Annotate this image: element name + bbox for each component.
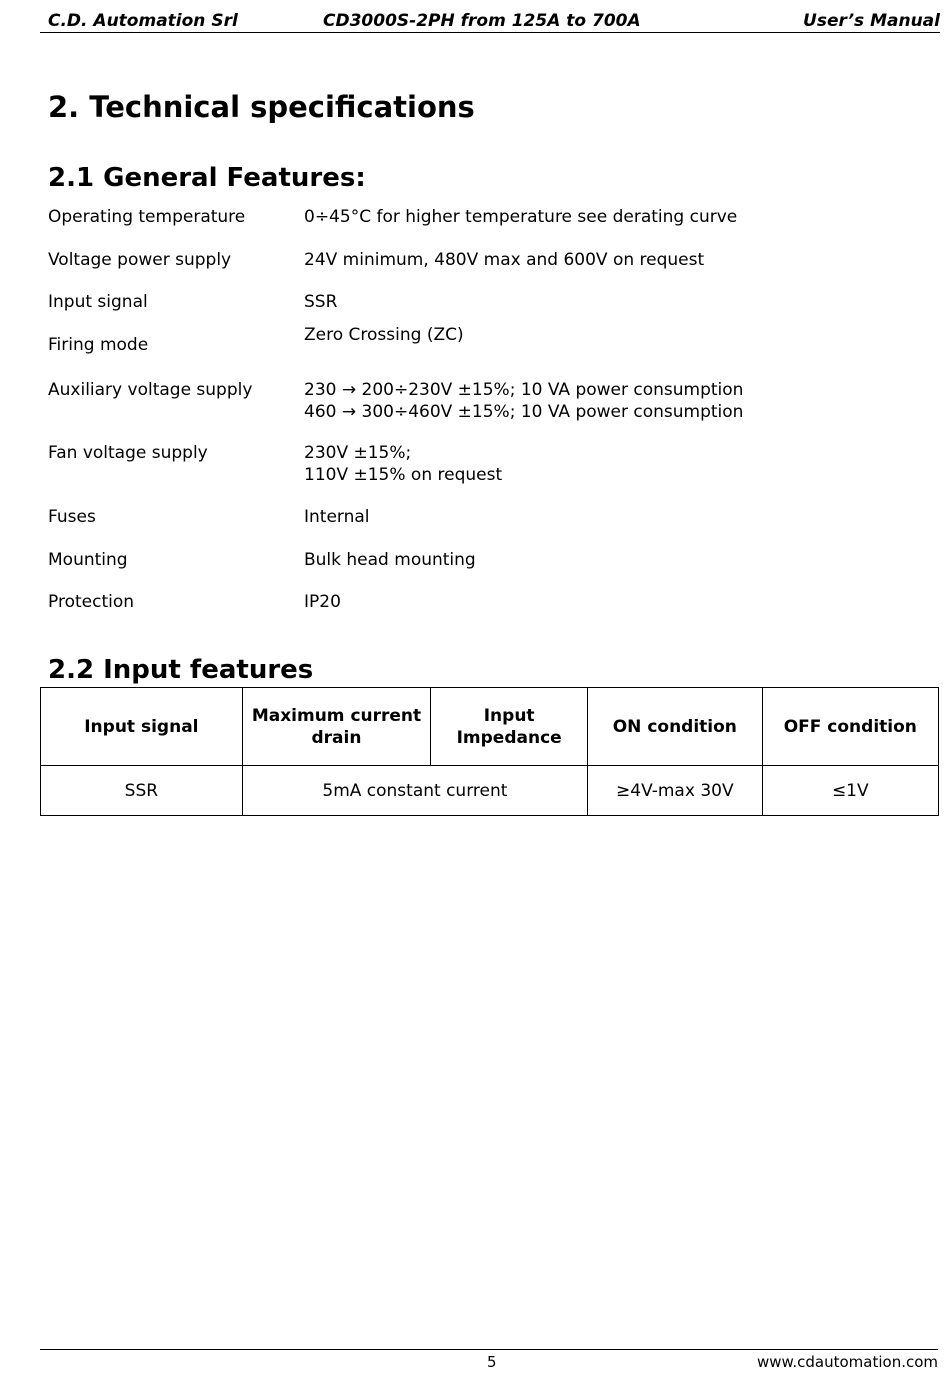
page-header [40, 10, 940, 33]
spec-value: IP20 [304, 592, 341, 612]
section-title: 2. Technical specifications [48, 90, 475, 124]
table-cell: 5mA constant current [242, 766, 587, 816]
document-type: User’s Manual [803, 11, 940, 31]
spec-value: 110V ±15% on request [304, 465, 503, 485]
product-name: CD3000S-2PH from 125A to 700A [323, 11, 641, 31]
spec-label: Fan voltage supply [48, 443, 208, 463]
website-url: www.cdautomation.com [756, 1353, 938, 1371]
spec-value: 230V ±15%; [304, 443, 412, 463]
input-features-heading: 2.2 Input features [48, 655, 314, 685]
column-header: Input Impedance [431, 688, 588, 766]
spec-label: Voltage power supply [48, 250, 232, 270]
spec-value: 230 → 200÷230V ±15%; 10 VA power consumption [304, 380, 744, 400]
table-cell: SSR [41, 766, 243, 816]
spec-value: 460 → 300÷460V ±15%; 10 VA power consumption [304, 402, 744, 422]
spec-label: Input signal [48, 292, 148, 312]
spec-value: Internal [304, 507, 370, 527]
spec-label: Operating temperature [48, 207, 246, 227]
spec-label: Firing mode [48, 335, 149, 355]
general-features-heading: 2.1 General Features: [48, 163, 366, 193]
column-header: Maximum current drain [242, 688, 430, 766]
table-row [41, 766, 939, 816]
table-header-row [41, 688, 939, 766]
spec-label: Mounting [48, 550, 128, 570]
input-features-table [40, 687, 939, 816]
column-header: OFF condition [762, 688, 938, 766]
spec-value: 24V minimum, 480V max and 600V on request [304, 250, 705, 270]
spec-value: SSR [304, 292, 338, 312]
table-cell: ≤1V [762, 766, 938, 816]
table-cell: ≥4V-max 30V [588, 766, 763, 816]
spec-label: Auxiliary voltage supply [48, 380, 253, 400]
page-footer [40, 1349, 938, 1371]
company-name: C.D. Automation Srl [48, 11, 238, 31]
spec-value: Zero Crossing (ZC) [304, 325, 464, 345]
column-header: Input signal [41, 688, 243, 766]
page-number: 5 [487, 1353, 497, 1371]
column-header: ON condition [588, 688, 763, 766]
spec-label: Fuses [48, 507, 96, 527]
spec-value: 0÷45°C for higher temperature see derating curve [304, 207, 738, 227]
spec-label: Protection [48, 592, 135, 612]
spec-value: Bulk head mounting [304, 550, 476, 570]
